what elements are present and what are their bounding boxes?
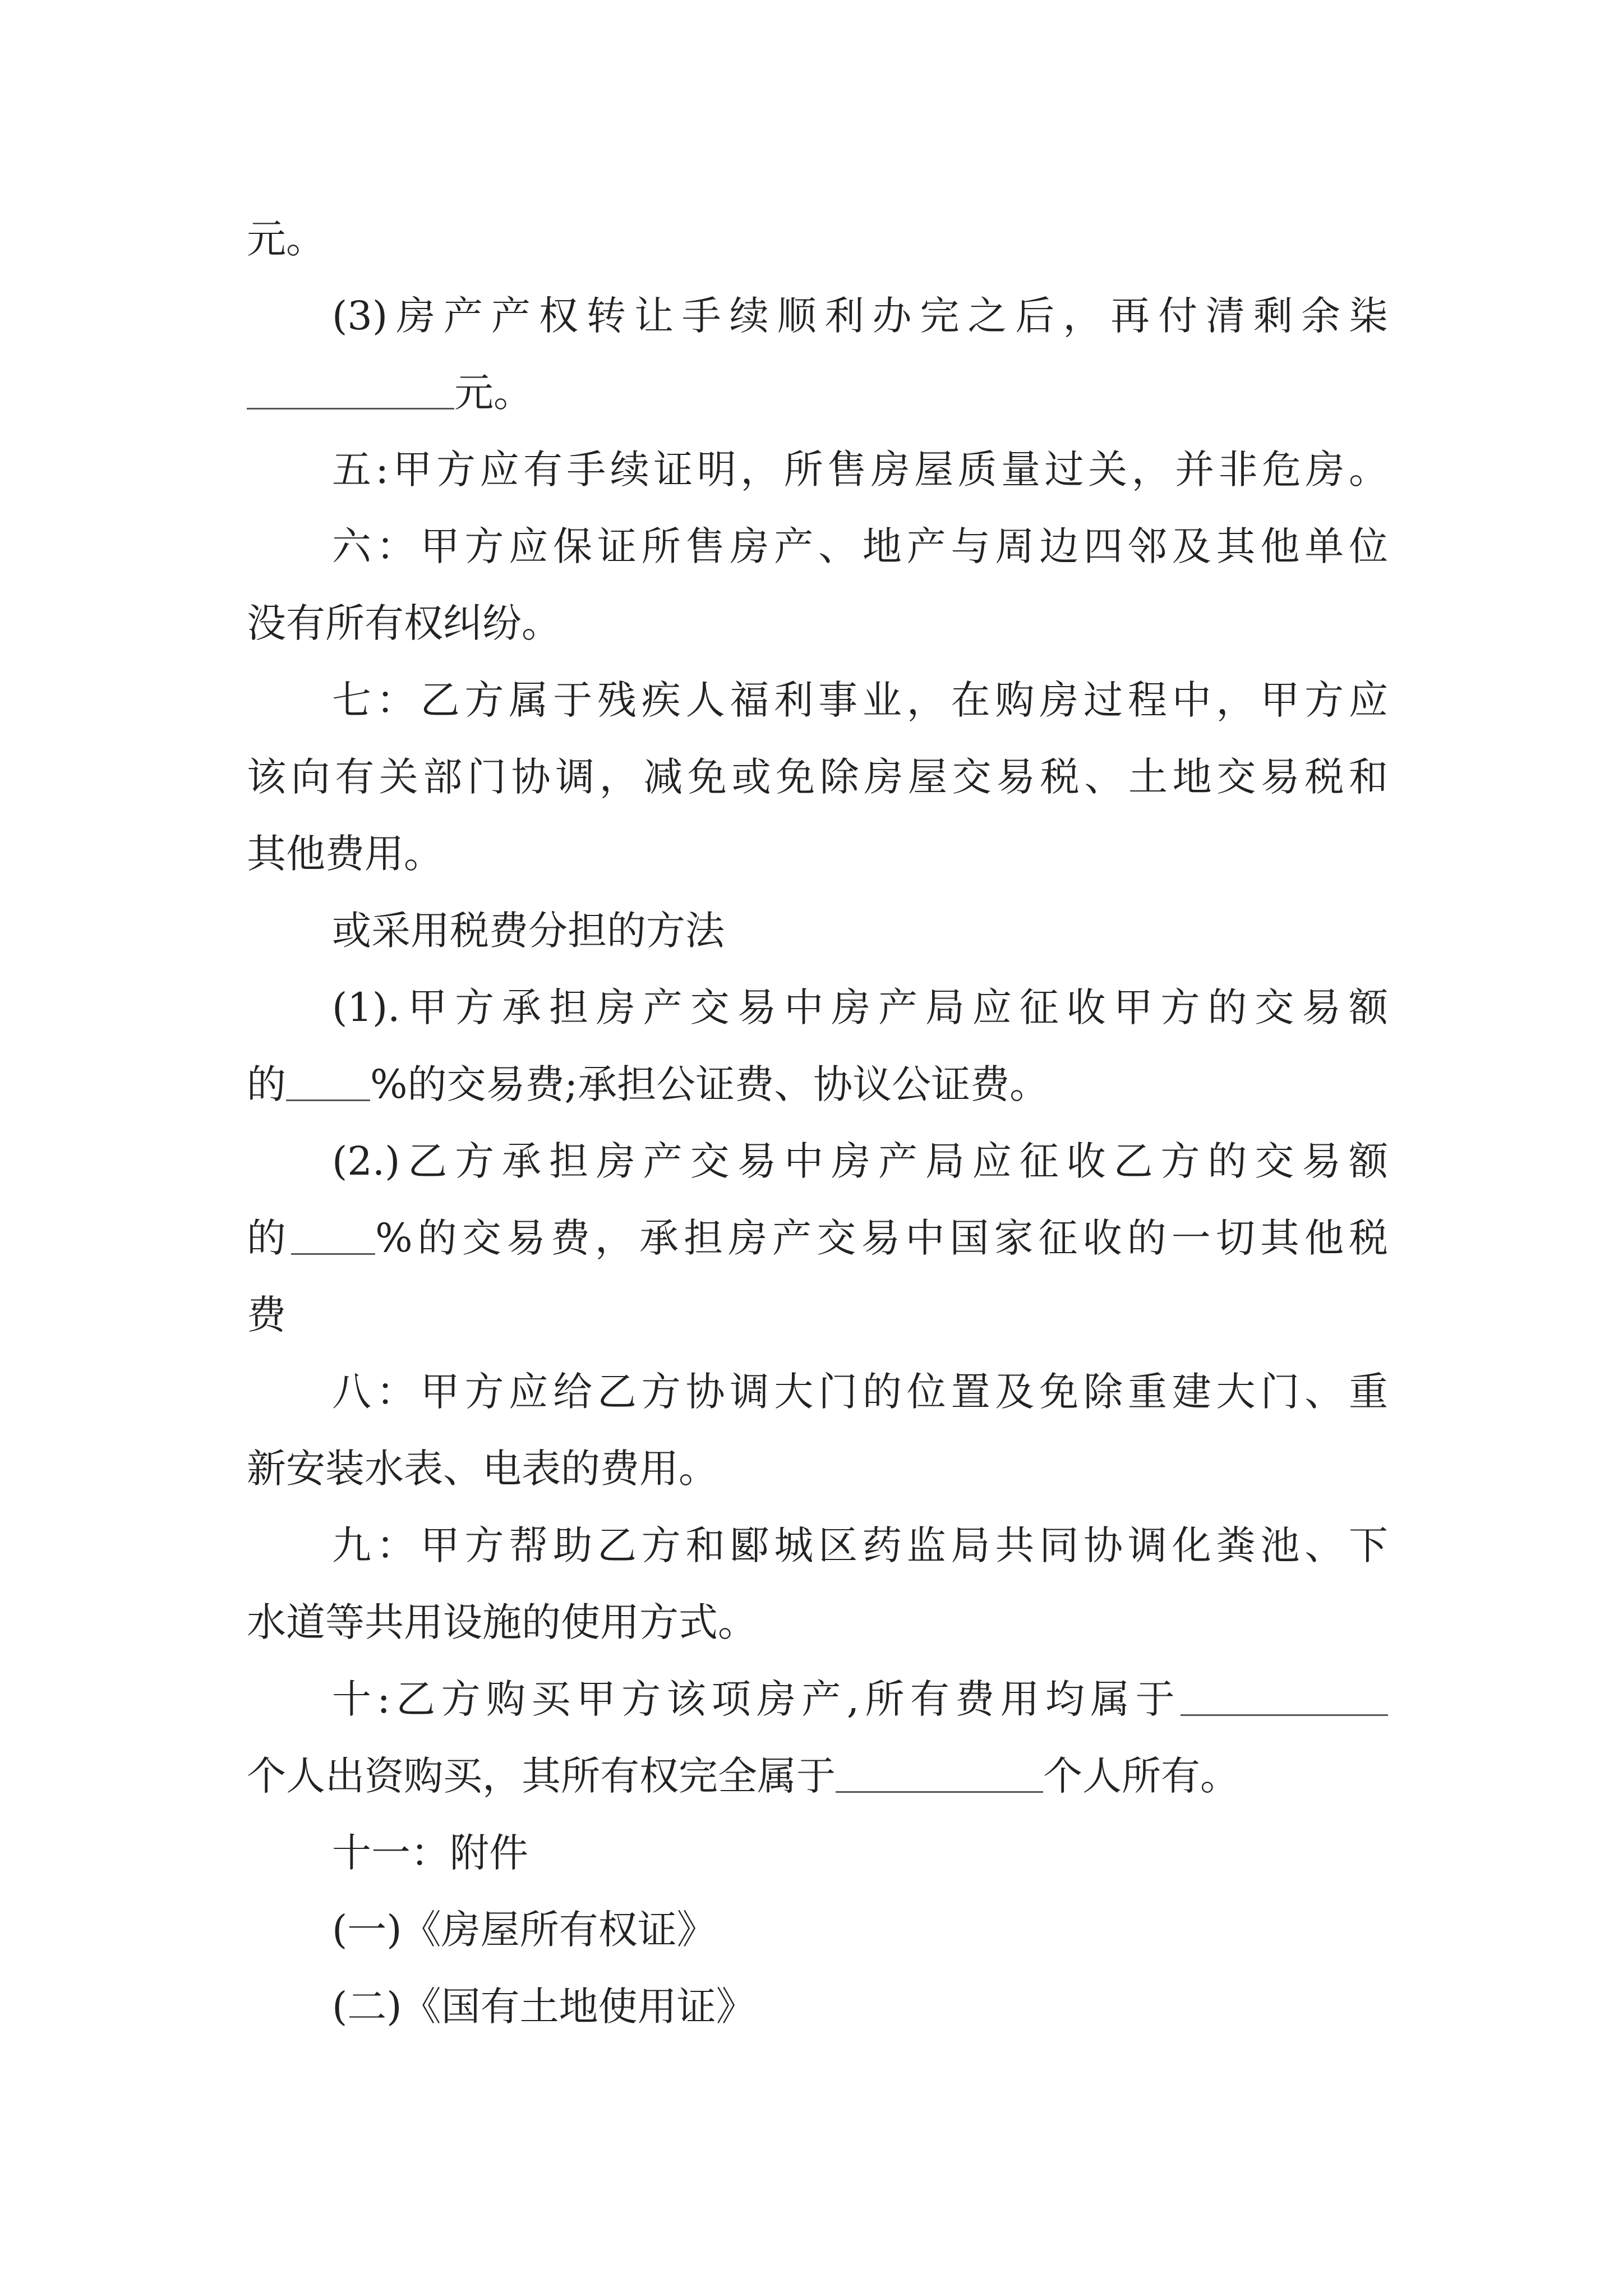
text-run: 或采用税费分担的方法 <box>332 908 725 954</box>
text-run: %的交易费;承担公证费、协议公证费。 <box>370 1061 1049 1107</box>
text-line <box>247 1430 1388 1507</box>
text-run: 水道等共用设施的使用方式。 <box>247 1599 757 1645</box>
text-run: 个人所有。 <box>1043 1753 1239 1799</box>
text-line <box>247 1354 1388 1430</box>
text-line <box>247 1738 1388 1815</box>
fill-in-blank <box>286 1060 370 1101</box>
text-run: 新安装水表、电表的费用。 <box>247 1446 718 1492</box>
text-line <box>247 508 1388 585</box>
text-run: 费 <box>247 1292 286 1338</box>
text-run: 十一：附件 <box>332 1830 528 1876</box>
text-run: 元。 <box>247 216 325 262</box>
text-line <box>247 1892 1388 1968</box>
text-line <box>247 816 1388 892</box>
text-line <box>247 1507 1388 1584</box>
fill-in-blank <box>291 1214 375 1255</box>
document-body <box>247 201 1388 2045</box>
text-run: %的交易费，承担房产交易中国家征收的一切其他税 <box>375 1215 1389 1261</box>
text-run: (1).甲方承担房产交易中房产局应征收甲方的交易额 <box>332 984 1388 1030</box>
text-line <box>247 585 1388 662</box>
text-run: 的 <box>247 1215 292 1261</box>
text-line <box>247 1200 1388 1277</box>
text-line <box>247 1123 1388 1200</box>
text-run: 没有所有权纠纷。 <box>247 600 561 646</box>
fill-in-blank <box>836 1752 1043 1793</box>
text-line <box>247 739 1388 816</box>
text-line <box>247 278 1388 355</box>
text-run: (2.)乙方承担房产交易中房产局应征收乙方的交易额 <box>332 1138 1388 1184</box>
text-run: (3)房产产权转让手续顺利办完之后，再付清剩余柒 <box>332 293 1388 339</box>
text-line <box>247 1661 1388 1738</box>
text-line <box>247 431 1388 508</box>
text-line <box>247 892 1388 969</box>
text-line <box>247 201 1388 278</box>
text-line <box>247 1584 1388 1661</box>
text-line <box>247 1815 1388 1892</box>
text-run: 八：甲方应给乙方协调大门的位置及免除重建大门、重 <box>332 1369 1388 1415</box>
text-run: (二)《国有土地使用证》 <box>332 1984 755 2030</box>
fill-in-blank <box>247 369 454 409</box>
text-run: 六：甲方应保证所售房产、地产与周边四邻及其他单位 <box>332 523 1388 569</box>
text-run: (一)《房屋所有权证》 <box>332 1907 716 1953</box>
text-run: 七：乙方属于残疾人福利事业，在购房过程中，甲方应 <box>332 677 1388 723</box>
text-run: 个人出资购买，其所有权完全属于 <box>247 1753 836 1799</box>
text-line <box>247 1046 1388 1123</box>
text-line <box>247 969 1388 1046</box>
text-run: 该向有关部门协调，减免或免除房屋交易税、土地交易税和 <box>247 754 1388 800</box>
text-run: 其他费用。 <box>247 831 443 877</box>
text-run: 九：甲方帮助乙方和郾城区药监局共同协调化粪池、下 <box>332 1522 1388 1568</box>
fill-in-blank <box>1181 1675 1388 1716</box>
text-line <box>247 1277 1388 1354</box>
text-line <box>247 355 1388 431</box>
text-run: 十:乙方购买甲方该项房产,所有费用均属于 <box>332 1676 1181 1722</box>
text-line <box>247 1968 1388 2045</box>
text-run: 五:甲方应有手续证明，所售房屋质量过关，并非危房。 <box>332 447 1388 493</box>
text-run: 的 <box>247 1061 286 1107</box>
text-run: 元。 <box>454 370 533 416</box>
text-line <box>247 662 1388 739</box>
